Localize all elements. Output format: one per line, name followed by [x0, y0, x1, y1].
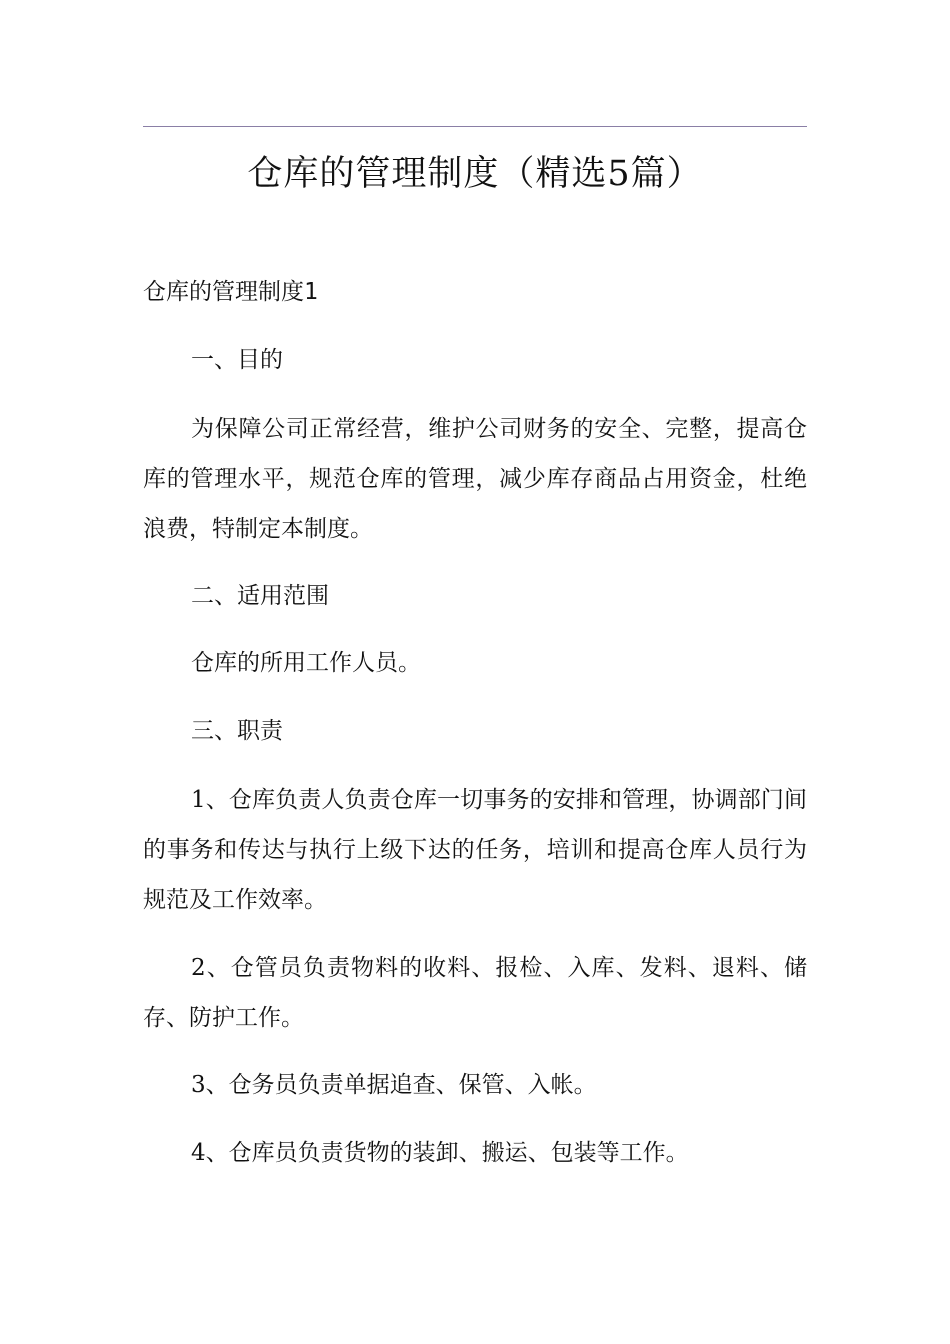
duty-item-3: 3、仓务员负责单据追查、保管、入帐。	[191, 1072, 597, 1098]
document-title: 仓库的管理制度（精选5篇）	[247, 154, 703, 194]
top-divider	[143, 126, 807, 127]
subheading-purpose: 一、目的	[191, 347, 283, 373]
paragraph-scope: 仓库的所用工作人员。	[191, 650, 421, 676]
duty-item-2: 2、仓管员负责物料的收料、报检、入库、发料、退料、储存、防护工作。	[143, 955, 807, 1031]
subheading-scope: 二、适用范围	[191, 583, 329, 609]
duty-item-4: 4、仓库员负责货物的装卸、搬运、包装等工作。	[191, 1140, 689, 1166]
subheading-duties: 三、职责	[191, 718, 283, 744]
paragraph-purpose: 为保障公司正常经营，维护公司财务的安全、完整，提高仓库的管理水平，规范仓库的管理，减少库存商品占用资金，杜绝浪费，特制定本制度。	[143, 416, 807, 542]
section-heading: 仓库的管理制度1	[143, 279, 318, 305]
duty-item-1: 1、仓库负责人负责仓库一切事务的安排和管理，协调部门间的事务和传达与执行上级下达的任务，培训和提高仓库人员行为规范及工作效率。	[143, 787, 807, 913]
